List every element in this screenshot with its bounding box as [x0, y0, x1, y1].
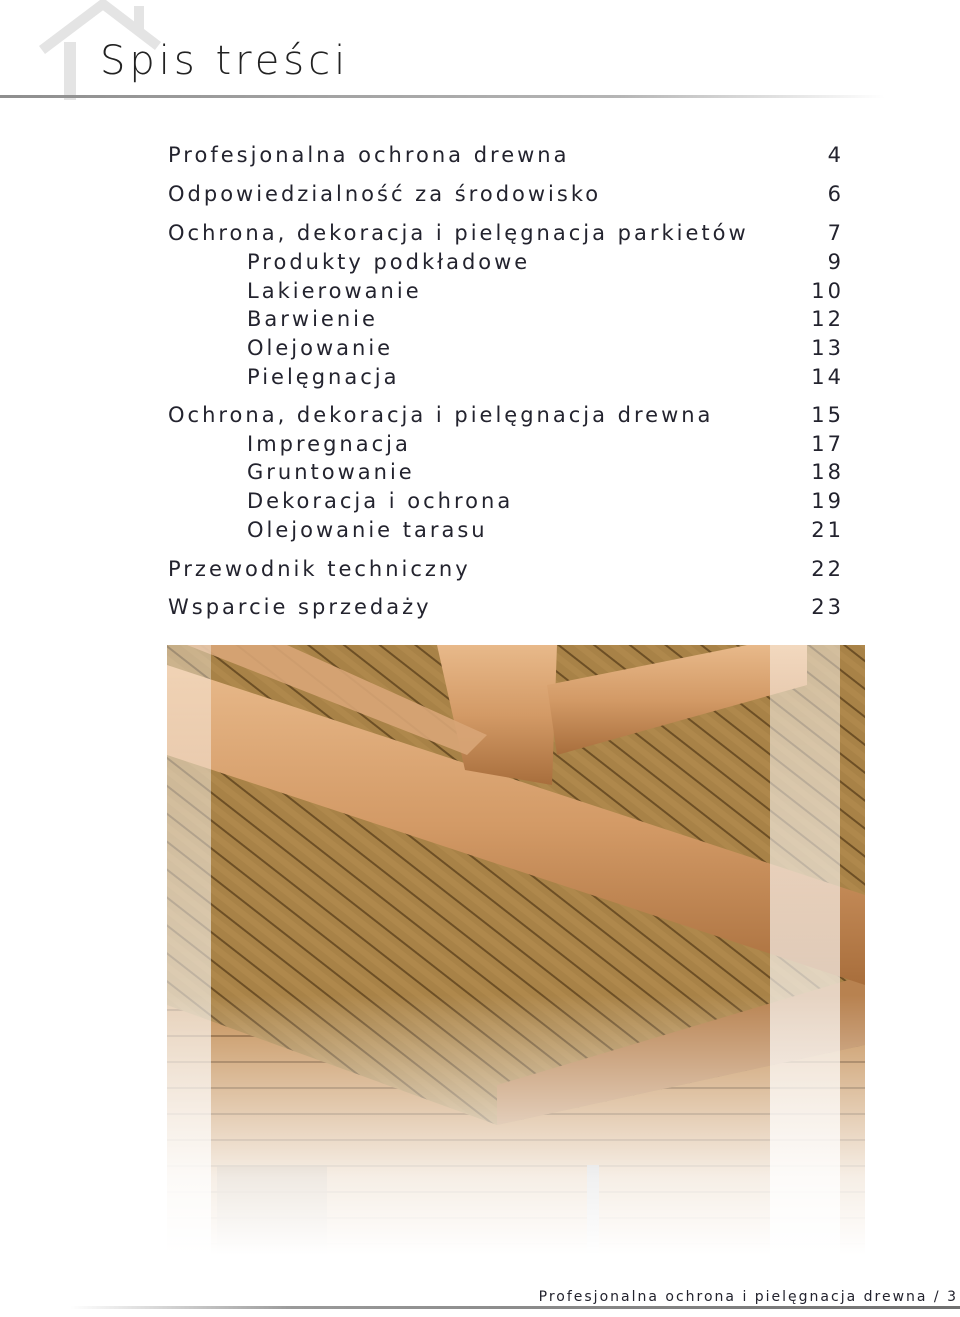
- toc-entry-page: 23: [811, 595, 844, 619]
- toc-entry-label: Gruntowanie: [247, 460, 415, 484]
- toc-entry-label: Impregnacja: [247, 432, 411, 456]
- toc-entry-page: 10: [811, 279, 844, 303]
- toc-entry-page: 22: [811, 557, 844, 581]
- toc-entry-page: 18: [811, 460, 844, 484]
- toc-entry[interactable]: [168, 143, 844, 167]
- toc-entry-label: Pielęgnacja: [247, 365, 400, 389]
- photo-fade-overlay: [167, 995, 865, 1255]
- toc-subentry[interactable]: [247, 307, 844, 331]
- table-of-contents: [0, 0, 960, 640]
- toc-entry-page: 14: [811, 365, 844, 389]
- toc-subentry[interactable]: [247, 489, 844, 513]
- toc-entry-page: 6: [827, 182, 844, 206]
- toc-entry-label: Odpowiedzialność za środowisko: [168, 182, 602, 206]
- toc-entry-label: Wsparcie sprzedaży: [168, 595, 432, 619]
- toc-entry-page: 7: [827, 221, 844, 245]
- toc-entry-label: Barwienie: [247, 307, 378, 331]
- toc-entry-page: 17: [811, 432, 844, 456]
- toc-entry-page: 15: [811, 403, 844, 427]
- toc-entry-label: Produkty podkładowe: [247, 250, 531, 274]
- toc-entry-label: Dekoracja i ochrona: [247, 489, 514, 513]
- toc-entry[interactable]: [168, 557, 844, 581]
- toc-entry-label: Olejowanie: [247, 336, 394, 360]
- toc-entry-page: 4: [827, 143, 844, 167]
- toc-subentry[interactable]: [247, 518, 844, 542]
- toc-subentry[interactable]: [247, 336, 844, 360]
- wood-roof-photo: [167, 645, 865, 1255]
- toc-entry[interactable]: [168, 403, 844, 427]
- toc-entry[interactable]: [168, 221, 844, 245]
- toc-subentry[interactable]: [247, 250, 844, 274]
- toc-entry-label: Lakierowanie: [247, 279, 422, 303]
- toc-entry-page: 13: [811, 336, 844, 360]
- toc-subentry[interactable]: [247, 279, 844, 303]
- toc-entry-label: Ochrona, dekoracja i pielęgnacja parkietów: [168, 221, 749, 245]
- toc-entry-page: 12: [811, 307, 844, 331]
- toc-entry-page: 21: [811, 518, 844, 542]
- toc-entry[interactable]: [168, 182, 844, 206]
- toc-entry-page: 9: [827, 250, 844, 274]
- toc-entry-label: Olejowanie tarasu: [247, 518, 488, 542]
- toc-subentry[interactable]: [247, 460, 844, 484]
- page-title: Spis treści: [100, 38, 350, 84]
- toc-subentry[interactable]: [247, 365, 844, 389]
- toc-entry-label: Ochrona, dekoracja i pielęgnacja drewna: [168, 403, 714, 427]
- toc-entry-page: 19: [811, 489, 844, 513]
- toc-entry-label: Profesjonalna ochrona drewna: [168, 143, 570, 167]
- toc-subentry[interactable]: [247, 432, 844, 456]
- toc-entry-label: Przewodnik techniczny: [168, 557, 471, 581]
- footer-divider: [70, 1306, 960, 1309]
- page-footer: Profesjonalna ochrona i pielęgnacja drewna / 3: [538, 1289, 958, 1305]
- toc-entry[interactable]: [168, 595, 844, 619]
